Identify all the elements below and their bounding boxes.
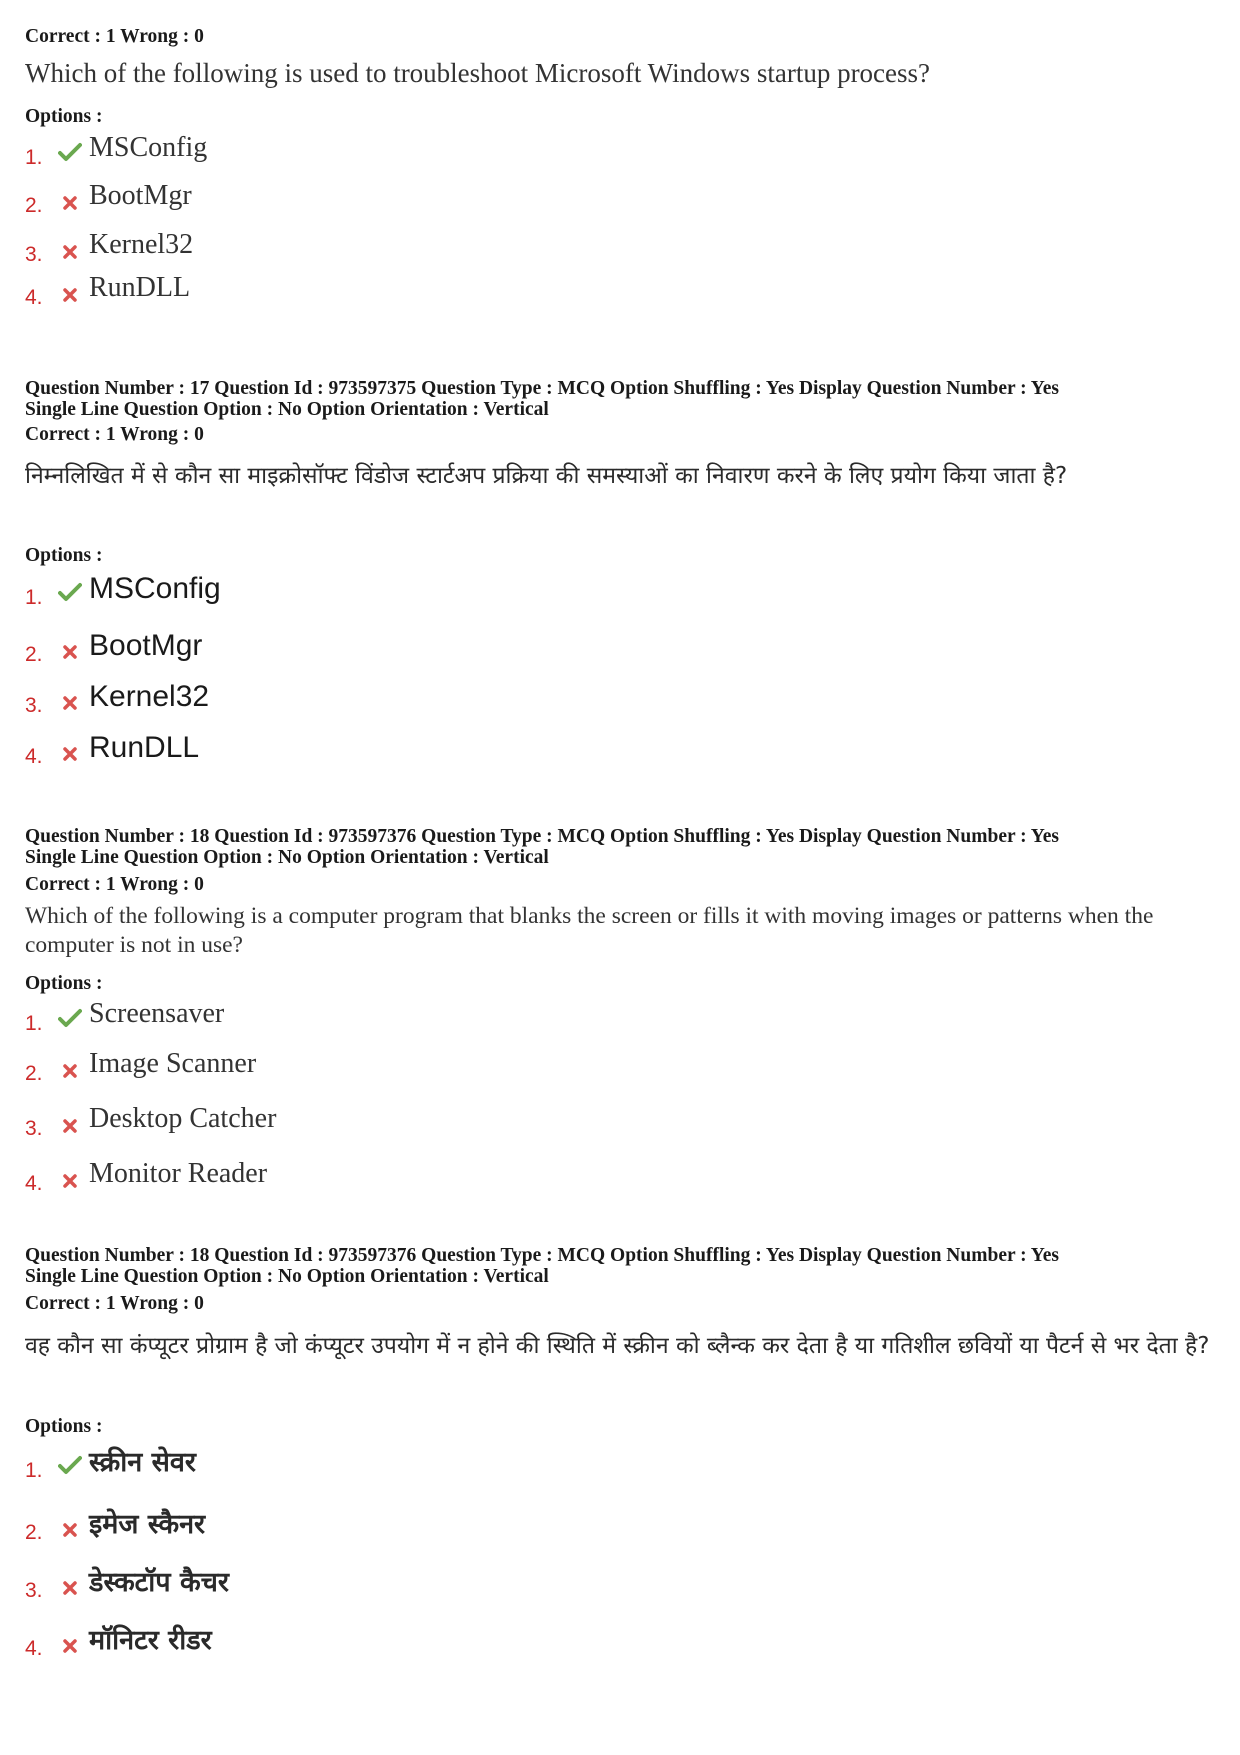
option-text: डेस्कटॉप कैचर — [89, 1567, 229, 1598]
option-number: 1. — [25, 586, 43, 609]
option-item — [25, 225, 193, 269]
cross-icon — [53, 288, 87, 302]
option-text: BootMgr — [89, 629, 203, 662]
check-icon — [53, 1008, 87, 1028]
question-text: निम्नलिखित में से कौन सा माइक्रोसॉफ्ट विंडोज स्टार्टअप प्रक्रिया की समस्याओं का निवारण करने के लिए प्रयोग किया जाता है? — [25, 463, 1068, 489]
option-text: स्क्रीन सेवर — [89, 1447, 196, 1478]
score-line: Correct : 1 Wrong : 0 — [25, 1293, 204, 1314]
option-number: 2. — [25, 1062, 43, 1085]
option-item — [25, 727, 199, 771]
cross-icon — [53, 196, 87, 210]
question-meta: Question Number : 18 Question Id : 973597376 Question Type : MCQ Option Shuffling : Yes Display Question Number : Yes — [25, 826, 1059, 847]
option-item — [25, 1619, 212, 1663]
option-item — [25, 1561, 229, 1605]
option-text: MSConfig — [89, 132, 208, 163]
options-heading: Options : — [25, 106, 103, 127]
option-item — [25, 1503, 205, 1547]
option-text: BootMgr — [89, 180, 192, 211]
option-item — [25, 1154, 267, 1198]
question-meta: Question Number : 17 Question Id : 973597375 Question Type : MCQ Option Shuffling : Yes Display Question Number : Yes — [25, 378, 1059, 399]
option-number: 3. — [25, 243, 43, 266]
cross-icon — [53, 1064, 87, 1078]
option-item — [25, 1099, 276, 1143]
option-text: Kernel32 — [89, 229, 194, 260]
option-number: 1. — [25, 1459, 43, 1482]
score-line: Correct : 1 Wrong : 0 — [25, 424, 204, 445]
option-number: 1. — [25, 146, 43, 169]
option-item — [25, 994, 224, 1038]
option-number: 3. — [25, 1117, 43, 1140]
question-meta-2: Single Line Question Option : No Option Orientation : Vertical — [25, 847, 549, 868]
option-number: 4. — [25, 1637, 43, 1660]
cross-icon — [53, 645, 87, 659]
option-text: इमेज स्कैनर — [89, 1509, 206, 1540]
option-text: Desktop Catcher — [89, 1103, 277, 1134]
question-meta: Question Number : 18 Question Id : 973597376 Question Type : MCQ Option Shuffling : Yes Display Question Number : Yes — [25, 1245, 1059, 1266]
option-text: Screensaver — [89, 998, 225, 1029]
cross-icon — [53, 1174, 87, 1188]
option-number: 4. — [25, 745, 43, 768]
question-text: Which of the following is used to troubleshoot Microsoft Windows startup process? — [25, 58, 931, 88]
option-item — [25, 1441, 196, 1485]
score-line: Correct : 1 Wrong : 0 — [25, 26, 204, 47]
cross-icon — [53, 1639, 87, 1653]
check-icon — [53, 142, 87, 162]
option-number: 3. — [25, 1579, 43, 1602]
option-text: RunDLL — [89, 731, 200, 764]
option-text: Image Scanner — [89, 1048, 257, 1079]
option-item — [25, 676, 209, 720]
option-item — [25, 176, 192, 220]
cross-icon — [53, 1523, 87, 1537]
option-text: MSConfig — [89, 572, 221, 605]
check-icon — [53, 1455, 87, 1475]
option-text: मॉनिटर रीडर — [89, 1625, 212, 1656]
options-heading: Options : — [25, 545, 103, 566]
option-text: RunDLL — [89, 272, 191, 303]
options-heading: Options : — [25, 1416, 103, 1437]
option-item — [25, 1044, 256, 1088]
option-item — [25, 625, 202, 669]
option-number: 1. — [25, 1012, 43, 1035]
question-text: वह कौन सा कंप्यूटर प्रोग्राम है जो कंप्यूटर उपयोग में न होने की स्थिति में स्क्रीन को ब्लैन्क कर देता है या गतिशील छवियों या पैटर्न से भर देता है? — [25, 1333, 1210, 1359]
option-number: 2. — [25, 194, 43, 217]
option-number: 2. — [25, 1521, 43, 1544]
option-number: 3. — [25, 694, 43, 717]
option-number: 4. — [25, 1172, 43, 1195]
cross-icon — [53, 245, 87, 259]
question-meta-2: Single Line Question Option : No Option Orientation : Vertical — [25, 399, 549, 420]
question-text: Which of the following is a computer program that blanks the screen or fills it with moving images or patterns when the computer is not in use? — [25, 903, 1154, 958]
cross-icon — [53, 1581, 87, 1595]
option-item — [25, 568, 221, 612]
option-text: Kernel32 — [89, 680, 210, 713]
cross-icon — [53, 696, 87, 710]
option-item — [25, 128, 207, 172]
question-meta-2: Single Line Question Option : No Option Orientation : Vertical — [25, 1266, 549, 1287]
cross-icon — [53, 1119, 87, 1133]
score-line: Correct : 1 Wrong : 0 — [25, 874, 204, 895]
options-heading: Options : — [25, 973, 103, 994]
option-text: Monitor Reader — [89, 1158, 268, 1189]
check-icon — [53, 582, 87, 602]
option-item — [25, 268, 190, 312]
option-number: 2. — [25, 643, 43, 666]
option-number: 4. — [25, 286, 43, 309]
cross-icon — [53, 747, 87, 761]
